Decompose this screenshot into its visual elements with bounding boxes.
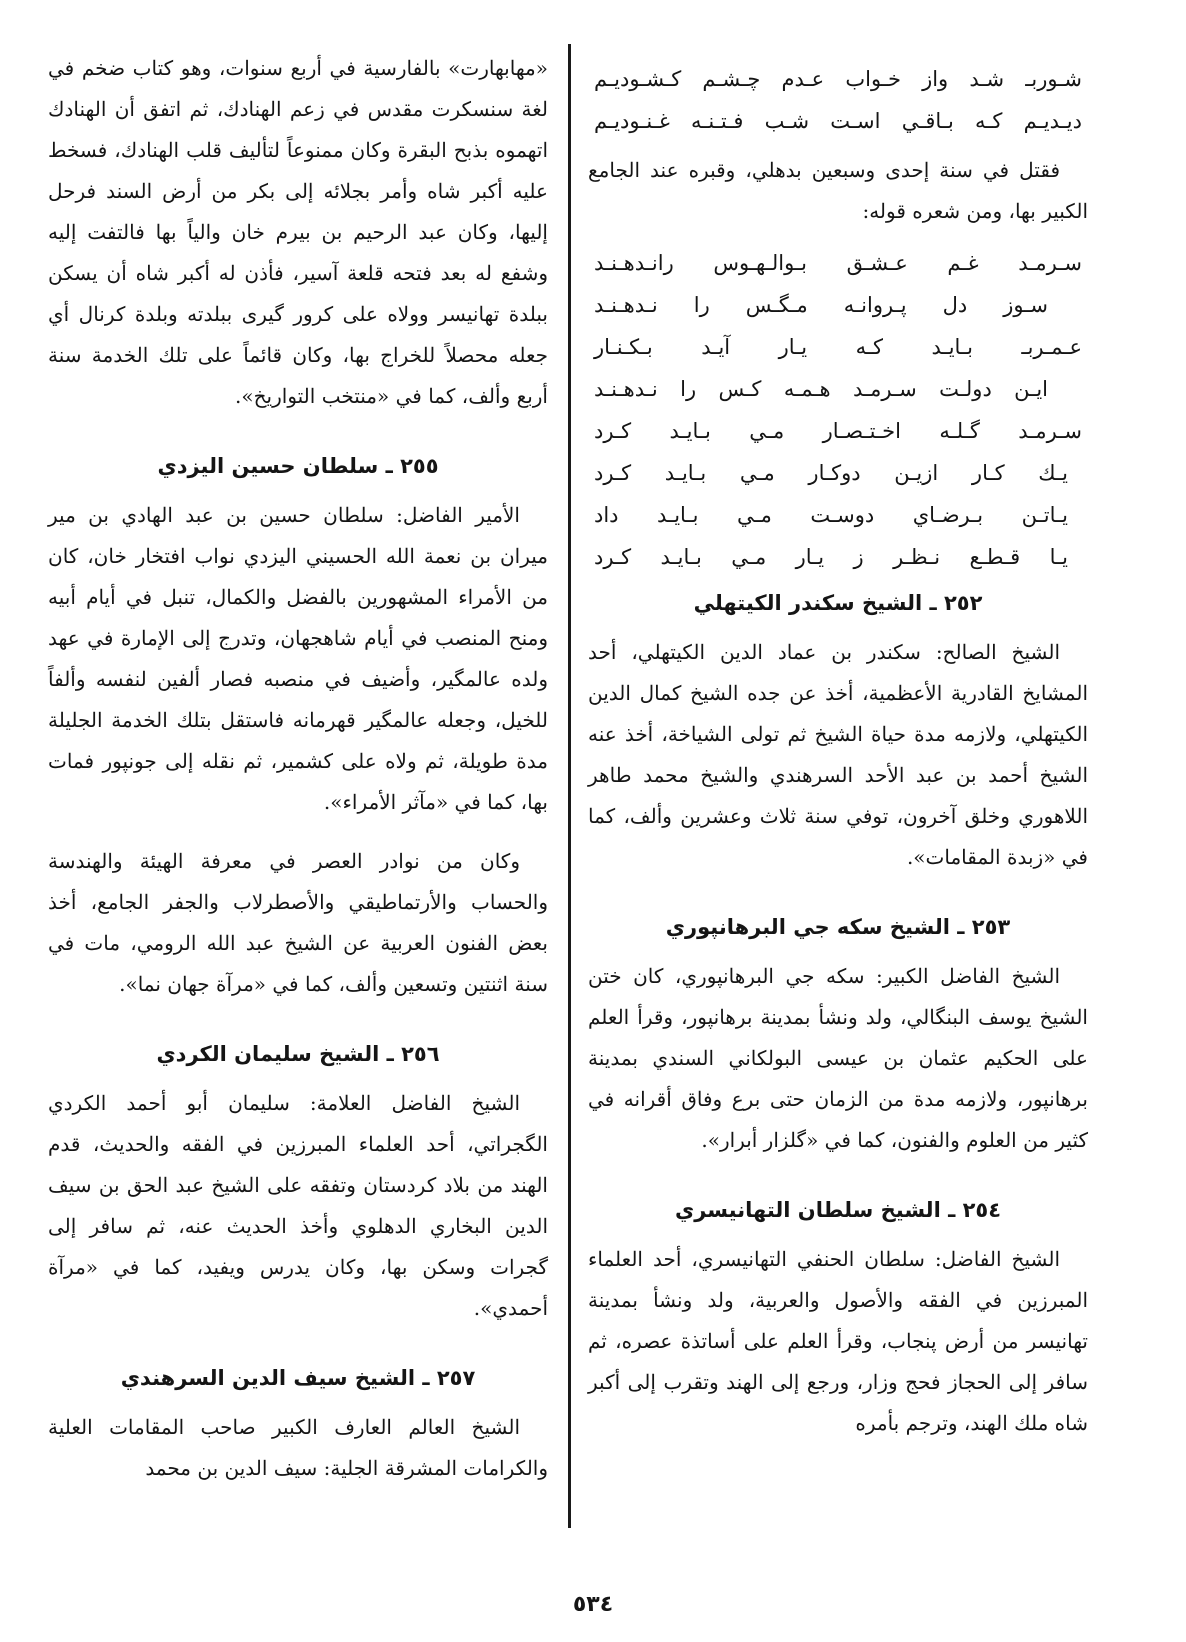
entry-paragraph-252: الشيخ الصالح: سكندر بن عماد الدين الكيتهلي، أحد المشايخ القادرية الأعظمية، أخذ عن جده الشيخ كمال الدين الكيتهلي، ولازمه مدة حياة الشيخ ثم تولى الشياخة، أخذ عنه الشيخ أحمد بن عبد الأحد السرهندي والشيخ محمد طاهر اللاهوري وخلق آخرون، توفي سنة ثلاث وعشرين وألف، كما في «زبدة المقامات».: [588, 640, 1088, 869]
verse-line: يـك كـار ازيـن دوكـار مـي بـايـد كـرد: [594, 461, 1068, 485]
verse-line: سـرمـد غـم عـشـق بـوالـهـوس رانـدهـنـد: [594, 251, 1082, 275]
verse-line: سـرمـد گـلـه اخـتـصـار مـي بـايـد كـرد: [594, 419, 1082, 443]
paragraph-continuation: «مهابهارت» بالفارسية في أربع سنوات، وهو كتاب ضخم في لغة سنسكرت مقدس في زعم الهنادك، ثم اتفق أن الهنادك اتهموه بذبح البقرة وكان ممنوعاً لتأليف قلب الهنادك، فسخط عليه أكبر شاه وأمر بجلائه إلى بكر من أرض السند فرحل إليها، وكان عبد الرحيم بن بيرم خان والياً بها فالتفت إليه وشفع له بعد فتحه قلعة آسير، فأذن له أكبر شاه أن يسكن ببلدة تهانيسر وولاه على كرور گيرى ببلدته وبلدة كرنال أي جعله محصلاً للخراج بها، وكان قائماً على تلك الخدمة سنة أربع وألف، كما في «منتخب التواريخ».: [48, 56, 548, 408]
entry-heading-257: ٢٥٧ ـ الشيخ سيف الدين السرهندي: [120, 1366, 476, 1390]
page-number: ٥٣٤: [572, 1592, 614, 1617]
entry-heading-255: ٢٥٥ ـ سلطان حسين اليزدي: [157, 454, 439, 478]
entry-paragraph-255: الأمير الفاضل: سلطان حسين بن عبد الهادي بن مير ميران بن نعمة الله الحسيني اليزدي نواب افتخار خان، كان من الأمراء المشهورين بالفضل والكمال، تنبل في أيام أبيه ومنح المنصب في أيام شاهجهان، وتدرج إلى الإمارة في عهد ولده عالمگير، وأضيف في منصبه فصار ألفين لنفسه وألفاً للخيل، وجعله عالمگير قهرمانه فاستقل بتلك الخدمة الجليلة مدة طويلة، ثم ولاه على كشمير، ثم نقله إلى جونپور فمات بها، كما في «مآثر الأمراء».: [48, 503, 548, 814]
entry-paragraph-255-continued: وكان من نوادر العصر في معرفة الهيئة والهندسة والحساب والأرتماطيقي والأصطرلاب والجفر الجامع، أخذ بعض الفنون العربية عن الشيخ عبد الله الرومي، مات في سنة اثنتين وتسعين وألف، كما في «مرآة جهان نما».: [48, 849, 548, 996]
persian-verses-1: [588, 58, 1088, 142]
left-column: [48, 48, 548, 1578]
verse-line: عـمـربـ بـايـد كـه يـار آيـد بـكـنـار: [594, 335, 1082, 359]
persian-verses-2: [588, 242, 1088, 578]
verse-line: ايـن دولـت سـرمـد هـمـه كـس را نـدهـنـد: [594, 377, 1048, 401]
entry-paragraph-257: الشيخ العالم العارف الكبير صاحب المقامات العلية والكرامات المشرقة الجلية: سيف الدين بن محمد: [48, 1415, 548, 1480]
verse-line: ديـديـم كـه بـاقـي اسـت شـب فـتـنـه غـنـوديـم: [594, 109, 1082, 133]
entry-paragraph-254: الشيخ الفاضل: سلطان الحنفي التهانيسري، أحد العلماء المبرزين في الفقه والأصول والعربية، ولد ونشأ بمدينة تهانيسر من أرض پنجاب، وقرأ العلم على أساتذة عصره، ثم سافر إلى الحجاز فحج وزار، ورجع إلى الهند وتقرب إلى أكبر شاه ملك الهند، وترجم بأمره: [588, 1247, 1089, 1435]
paragraph-sarmad-death: فقتل في سنة إحدى وسبعين بدهلي، وقبره عند الجامع الكبير بها، ومن شعره قوله:: [588, 158, 1088, 223]
entry-paragraph-256: الشيخ الفاضل العلامة: سليمان أبو أحمد الكردي الگجراتي، أحد العلماء المبرزين في الفقه والحديث، قدم الهند من بلاد كردستان وتفقه على الشيخ عبد الحق بن سيف الدين البخاري الدهلوي وأخذ الحديث عنه، ثم سافر إلى گجرات وسكن بها، وكان يدرس ويفيد، كما في «مرآة أحمدي».: [48, 1091, 548, 1320]
right-column: [588, 48, 1088, 1578]
verse-line: يـا قـطـع نـظـر ز يـار مـي بـايـد كـرد: [594, 545, 1068, 569]
entry-heading-254: ٢٥٤ ـ الشيخ سلطان التهانيسري: [674, 1198, 1002, 1222]
verse-line: يـاتـن بـرضـاي دوسـت مـي بـايـد داد: [594, 503, 1068, 527]
verse-line: سـوز دل پـروانـه مـگـس را نـدهـنـد: [594, 293, 1048, 317]
verse-line: شـوربـ شـد واز خـواب عـدم چـشـم كـشـوديـم: [594, 67, 1082, 91]
column-divider: [568, 44, 571, 1528]
entry-heading-252: ٢٥٢ ـ الشيخ سكندر الكيتهلي: [693, 591, 983, 615]
entry-paragraph-253: الشيخ الفاضل الكبير: سكه جي البرهانپوري، كان ختن الشيخ يوسف البنگالي، ولد ونشأ بمدينة برهانپور، وقرأ العلم على الحكيم عثمان بن عيسى البولكاني السندي بمدينة برهانپور، ولازمه مدة من الزمان حتى برع وفاق أقرانه في كثير من العلوم والفنون، كما في «گلزار أبرار».: [588, 964, 1088, 1152]
entry-heading-253: ٢٥٣ ـ الشيخ سكه جي البرهانپوري: [665, 915, 1011, 939]
entry-heading-256: ٢٥٦ ـ الشيخ سليمان الكردي: [156, 1042, 440, 1066]
